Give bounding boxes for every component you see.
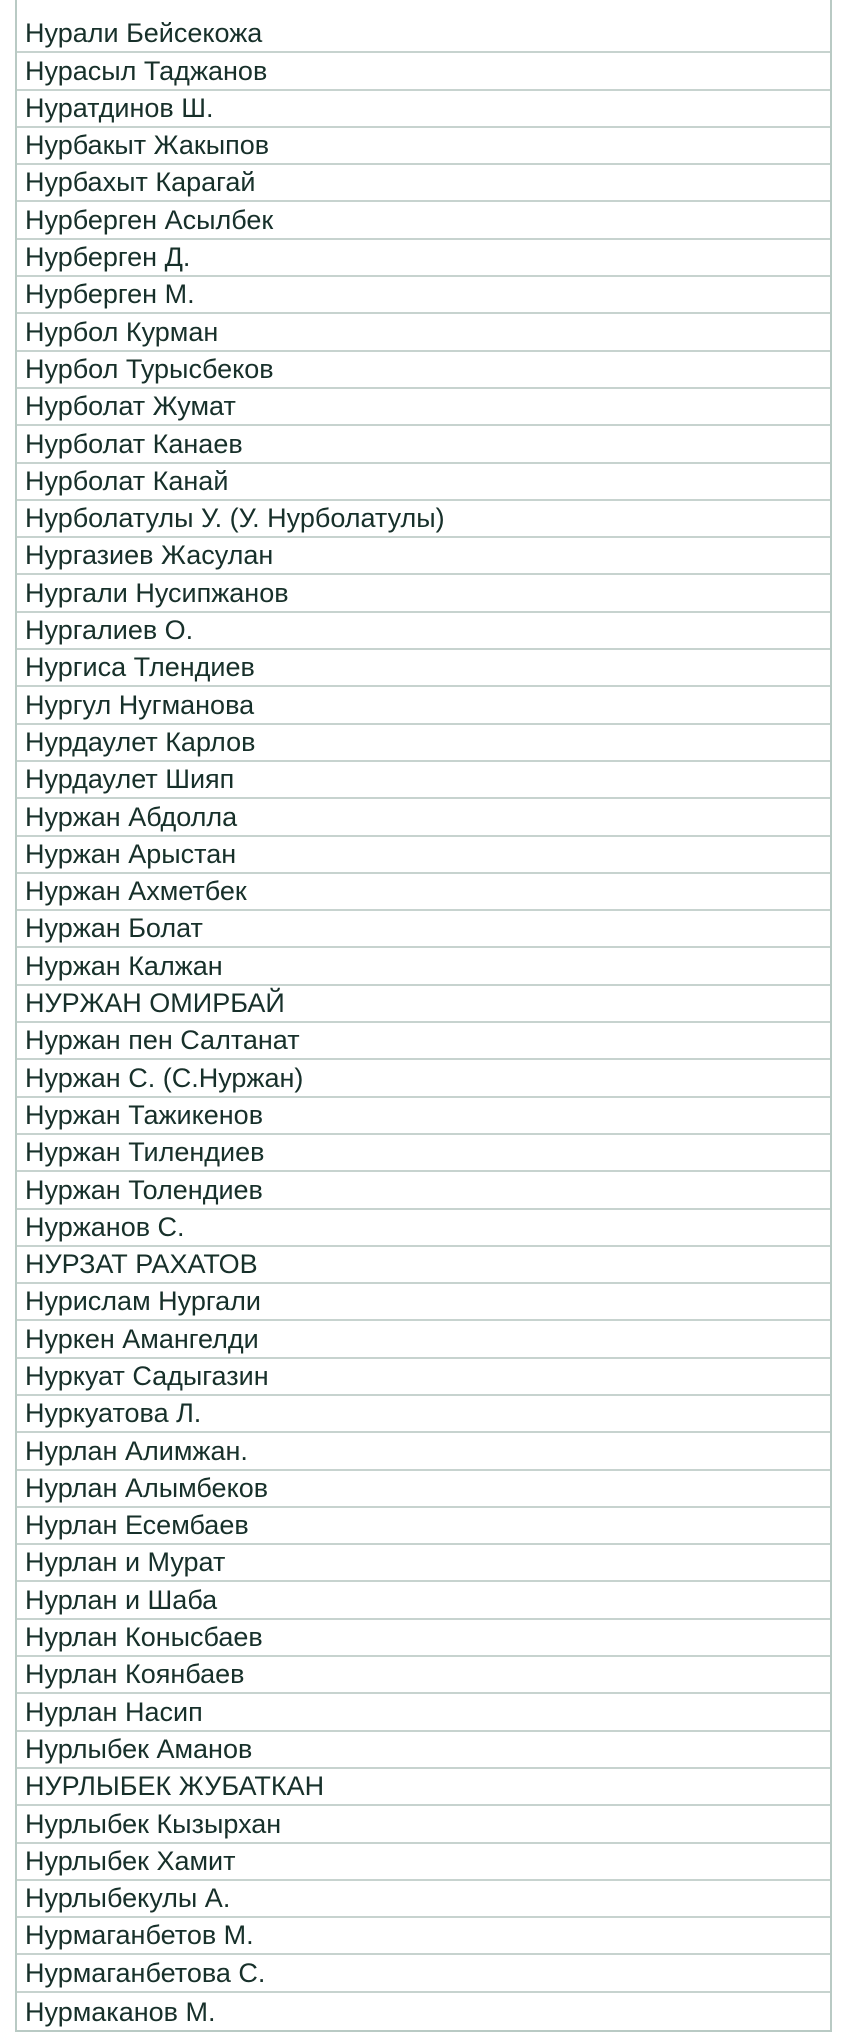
name-cell: Нурбакыт Жакыпов [25,130,270,161]
name-cell: Нурлан Алымбеков [25,1472,269,1503]
name-cell: Нуржанов С. [25,1211,185,1242]
name-cell: Нуржан С. (С.Нуржан) [25,1062,304,1093]
name-cell: Нуржан Тилендиев [25,1137,265,1168]
table-row [17,314,830,351]
name-cell: Нурлан Есембаев [25,1510,249,1541]
name-cell: Нургали Нусипжанов [25,577,289,608]
name-cell: Нурлан Коянбаев [25,1659,245,1690]
table-row [17,1806,830,1843]
name-cell: Нурмаганбетов М. [25,1920,254,1951]
name-cell: Нурдаулет Карлов [25,726,256,757]
name-cell: Нурлыбекулы А. [25,1883,231,1914]
table-row [17,1247,830,1284]
table-row [17,1508,830,1545]
name-cell: НУРЛЫБЕК ЖУБАТКАН [25,1771,325,1802]
name-cell: Нурбахыт Карагай [25,167,256,198]
table-row [17,426,830,463]
table-row [17,837,830,874]
names-table [15,0,832,2032]
table-row [17,1098,830,1135]
name-cell: Нурберген Д. [25,242,191,273]
table-row [17,1284,830,1321]
table-row [17,1881,830,1918]
table-row [17,1545,830,1582]
table-row [17,202,830,239]
table-row [17,16,830,53]
name-cell: Нурболатулы У. (У. Нурболатулы) [25,503,445,534]
name-cell: Нурберген Асылбек [25,204,274,235]
table-row [17,986,830,1023]
table-row [17,650,830,687]
name-cell: Нуржан Калжан [25,950,223,981]
table-row [17,1471,830,1508]
table-row [17,1060,830,1097]
table-row [17,352,830,389]
name-cell: Нуржан Ахметбек [25,876,247,907]
name-cell: Нурболат Жумат [25,391,236,422]
name-cell: Нурберген М. [25,279,195,310]
name-cell: Нуркен Амангелди [25,1323,259,1354]
table-row [17,1135,830,1172]
name-cell: Нурлан и Шаба [25,1584,218,1615]
table-row [17,1172,830,1209]
table-row [17,948,830,985]
table-row [17,762,830,799]
name-cell: Нурлан и Мурат [25,1547,226,1578]
table-row [17,240,830,277]
table-row [17,1844,830,1881]
table-row [17,911,830,948]
table-row [17,799,830,836]
name-cell: Нургул Нугманова [25,689,255,720]
name-cell: Нуржан Болат [25,913,203,944]
table-row [17,464,830,501]
table-row [17,1993,830,2030]
table-row [17,1396,830,1433]
name-cell: Нуркуат Садыгазин [25,1360,269,1391]
table-row [17,1694,830,1731]
table-row [17,501,830,538]
table-row [17,1732,830,1769]
name-cell: Нуркуатова Л. [25,1398,202,1429]
name-cell: Нурлан Алимжан. [25,1435,248,1466]
name-cell: НУРЖАН ОМИРБАЙ [25,988,285,1019]
table-row [17,725,830,762]
name-cell: Нурлыбек Аманов [25,1733,253,1764]
name-cell: Нургазиев Жасулан [25,540,274,571]
table-row [17,91,830,128]
table-row [17,128,830,165]
table-row [17,1023,830,1060]
table-row [17,575,830,612]
table-row [17,613,830,650]
name-cell: Нурболат Канаев [25,428,243,459]
table-row [17,165,830,202]
name-cell: Нурлан Насип [25,1696,203,1727]
table-row [17,1657,830,1694]
name-cell: Нуратдинов Ш. [25,92,214,123]
table-row [17,538,830,575]
table-row [17,389,830,426]
name-cell: Нуржан Арыстан [25,838,237,869]
table-row [17,1359,830,1396]
name-cell: Нурбол Турысбеков [25,353,274,384]
table-row [17,277,830,314]
name-cell: Нурасыл Таджанов [25,55,268,86]
table-row [17,687,830,724]
table-row [17,1955,830,1992]
table-row [17,1769,830,1806]
table-row [17,1918,830,1955]
name-cell: Нурислам Нургали [25,1286,261,1317]
table-row [17,1210,830,1247]
name-cell: НУРЗАТ РАХАТОВ [25,1249,258,1280]
name-cell: Нурлан Конысбаев [25,1622,263,1653]
name-cell: Нурмаканов М. [25,1997,216,2028]
table-row [17,1620,830,1657]
name-cell: Нурмаганбетова С. [25,1957,266,1988]
name-cell: Нургиса Тлендиев [25,652,255,683]
name-cell: Нурали Бейсекожа [25,18,263,49]
name-cell: Нурлыбек Кызырхан [25,1808,282,1839]
name-cell: Нуржан Тажикенов [25,1099,264,1130]
name-cell: Нуржан Толендиев [25,1174,263,1205]
name-cell: Нурдаулет Шияп [25,764,235,795]
table-row [17,53,830,90]
name-cell: Нурболат Канай [25,465,229,496]
name-cell: Нуржан Абдолла [25,801,238,832]
table-row [17,1582,830,1619]
name-cell: Нургалиев О. [25,615,194,646]
table-row [17,1321,830,1358]
table-row [17,1433,830,1470]
name-cell: Нуржан пен Салтанат [25,1025,300,1056]
name-cell: Нурлыбек Хамит [25,1845,236,1876]
table-row [17,874,830,911]
name-cell: Нурбол Курман [25,316,219,347]
